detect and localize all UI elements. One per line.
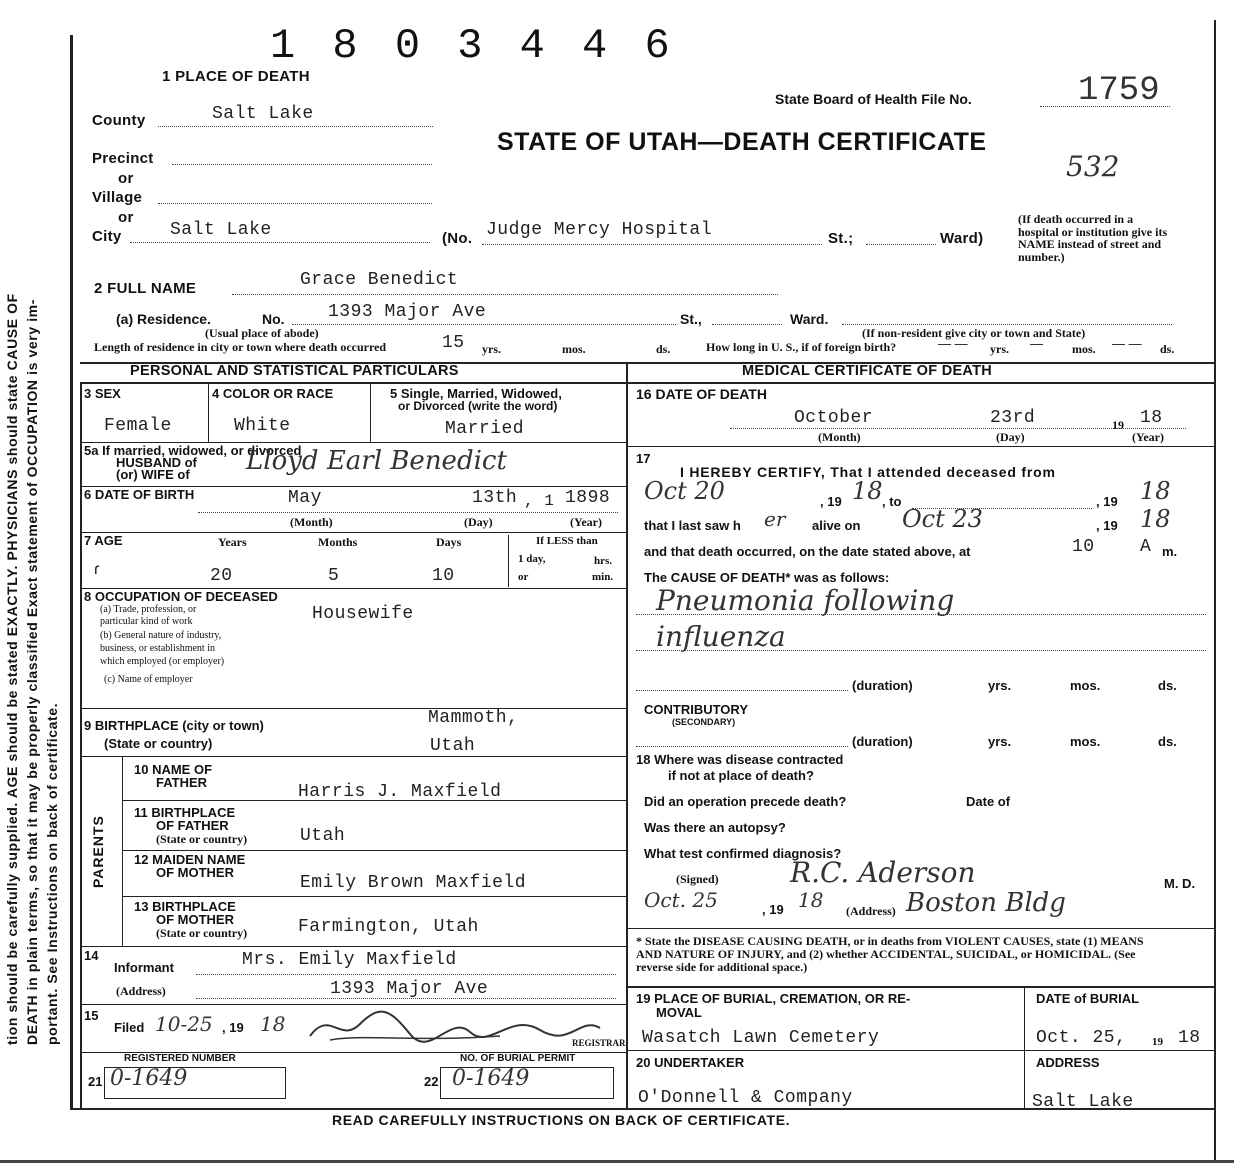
dob-day-caption: (Day)	[464, 515, 493, 529]
registered-number-label: REGISTERED NUMBER	[124, 1053, 236, 1064]
contributory-label: CONTRIBUTORY	[644, 702, 748, 717]
death-hour: 10	[1072, 537, 1095, 557]
spouse-value: Lloyd Earl Benedict	[246, 446, 507, 476]
age-years-label: Years	[218, 535, 247, 549]
street-no-label: (No.	[442, 230, 473, 247]
md-label: M. D.	[1164, 876, 1196, 891]
last-saw-19: , 19	[1096, 518, 1118, 533]
death-occurred-label: and that death occurred, on the date stated above, at	[644, 544, 971, 559]
death-month: October	[794, 408, 874, 428]
certificate-title: STATE OF UTAH—DEATH CERTIFICATE	[497, 128, 987, 156]
father-value: Harris J. Maxfield	[298, 782, 502, 802]
certify-text: I HEREBY CERTIFY, That I attended deceased from	[680, 464, 1056, 480]
us-mos-value: — —	[1112, 336, 1142, 351]
attended-from-19: , 19	[820, 494, 842, 509]
dob-year: 1898	[565, 488, 611, 508]
dob-month-caption: (Month)	[290, 515, 333, 529]
signed-year-prefix: , 19	[762, 902, 784, 917]
signed-label: (Signed)	[676, 872, 719, 886]
birthplace-label: 9 BIRTHPLACE (city or town)	[84, 718, 264, 733]
footer-instructions: READ CAREFULLY INSTRUCTIONS ON BACK OF CERTIFICATE.	[332, 1112, 791, 1128]
non-resident-note: (If non-resident give city or town and State)	[862, 326, 1086, 340]
usual-abode-note: (Usual place of abode)	[205, 326, 319, 340]
filed-year: 18	[260, 1012, 286, 1036]
father-bp-label-1: 11 BIRTHPLACE	[134, 805, 236, 820]
informant-value: Mrs. Emily Maxfield	[242, 950, 457, 970]
mother-label-1: 12 MAIDEN NAME	[134, 852, 246, 867]
attended-to-label: , to	[882, 494, 902, 509]
age-days: 10	[432, 566, 455, 586]
precinct-label: Precinct	[92, 150, 154, 167]
spouse-label-1: 5a If married, widowed, or divorced	[84, 443, 302, 458]
death-year: 18	[1140, 408, 1163, 428]
right-border	[1214, 20, 1216, 1160]
age-or-label: or	[518, 571, 529, 583]
informant-number: 14	[84, 948, 99, 963]
death-meridiem: A	[1140, 537, 1152, 557]
occupation-b3: which employed (or employer)	[100, 656, 225, 667]
registrar-signature	[300, 1004, 610, 1048]
cause-label: The CAUSE OF DEATH* was as follows:	[644, 570, 890, 585]
occupation-value: Housewife	[312, 604, 414, 624]
handwritten-note: 532	[1066, 150, 1120, 183]
residence-st-label: St.,	[680, 311, 702, 327]
certify-number: 17	[636, 451, 651, 466]
burial-date: Oct. 25,	[1036, 1028, 1127, 1048]
permit-no-label: 22	[424, 1074, 439, 1089]
occupation-a1: (a) Trade, profession, or	[100, 604, 197, 615]
hospital-note: (If death occurred in a hospital or institution give its NAME instead of street and number.)	[1018, 212, 1168, 264]
city-label: City	[92, 228, 122, 245]
undertaker-value: O'Donnell & Company	[638, 1088, 853, 1108]
file-no-label: State Board of Health File No.	[775, 91, 972, 107]
personal-section-title: PERSONAL AND STATISTICAL PARTICULARS	[130, 363, 459, 379]
last-saw-label: that I last saw h	[644, 518, 741, 533]
last-saw-date: Oct 23	[902, 505, 983, 533]
signed-date: Oct. 25	[644, 888, 718, 912]
dob-day: 13th	[472, 488, 518, 508]
reg-no-label: 21	[88, 1074, 103, 1089]
physician-signature: R.C. Aderson	[790, 856, 976, 889]
sex-value: Female	[104, 416, 172, 436]
duration-mos-2: mos.	[1070, 734, 1101, 749]
length-yrs-label: yrs.	[482, 342, 501, 356]
informant-address-label: (Address)	[116, 984, 166, 998]
undertaker-label: 20 UNDERTAKER	[636, 1055, 745, 1070]
mother-bp-value: Farmington, Utah	[298, 917, 479, 937]
dob-label: 6 DATE OF BIRTH	[84, 487, 195, 502]
marital-value: Married	[445, 419, 525, 439]
attended-to-19: , 19	[1096, 494, 1118, 509]
marital-label: 5 Single, Married, Widowed,	[390, 386, 562, 401]
burial-place: Wasatch Lawn Cemetery	[642, 1028, 880, 1048]
side-note-line-2: DEATH in plain terms, so that it may be properly classified Exact statement of OCCUPATION is very im-	[24, 299, 40, 1045]
date-of-death-label: 16 DATE OF DEATH	[636, 386, 767, 402]
length-ds-label: ds.	[656, 342, 671, 356]
occupation-a2: particular kind of work	[100, 616, 193, 627]
street-label: St.;	[828, 230, 854, 247]
sex-label: 3 SEX	[84, 386, 121, 401]
how-long-us-label: How long in U. S., if of foreign birth?	[706, 340, 897, 354]
race-value: White	[234, 416, 291, 436]
mother-bp-label-3: (State or country)	[156, 926, 248, 940]
dob-month: May	[288, 488, 322, 508]
burial-place-label-1: 19 PLACE OF BURIAL, CREMATION, OR RE-	[636, 991, 911, 1006]
birthplace-state: Utah	[430, 736, 476, 756]
last-saw-pronoun: er	[764, 507, 786, 531]
scan-edge	[0, 1160, 1234, 1163]
duration-yrs-2: yrs.	[988, 734, 1012, 749]
father-bp-label-3: (State or country)	[156, 832, 248, 846]
cause-line-1: Pneumonia following	[656, 584, 955, 617]
age-label: 7 AGE	[84, 533, 123, 548]
father-bp-label-2: OF FATHER	[156, 818, 229, 833]
county-label: County	[92, 112, 146, 129]
age-min-label: min.	[592, 571, 614, 583]
occupation-c: (c) Name of employer	[104, 674, 193, 685]
filed-number: 15	[84, 1008, 99, 1023]
father-label-2: FATHER	[156, 775, 208, 790]
death-day: 23rd	[990, 408, 1036, 428]
us-ds-label: ds.	[1160, 342, 1175, 356]
or-1: or	[118, 170, 134, 187]
burial-date-label: DATE of BURIAL	[1036, 991, 1140, 1006]
occupation-b2: business, or establishment in	[100, 643, 215, 654]
left-border	[70, 35, 73, 1110]
birthplace-state-label: (State or country)	[104, 736, 213, 751]
father-bp-value: Utah	[300, 826, 346, 846]
dob-year-prefix: , 1	[524, 492, 555, 510]
us-mos-label: mos.	[1072, 342, 1096, 356]
filed-date: 10-25	[155, 1012, 213, 1036]
city-value: Salt Lake	[170, 220, 272, 240]
signed-year: 18	[798, 888, 824, 912]
physician-address: Boston Bldg	[906, 888, 1066, 918]
filed-label: Filed	[114, 1020, 145, 1035]
spouse-label-3: (or) WIFE of	[116, 467, 190, 482]
informant-address: 1393 Major Ave	[330, 979, 489, 999]
age-months-label: Months	[318, 535, 358, 549]
attended-to-year: 18	[1140, 477, 1171, 505]
registrar-label: REGISTRAR	[572, 1038, 626, 1048]
burial-year-prefix: 19	[1152, 1036, 1163, 1048]
undertaker-address-label: ADDRESS	[1036, 1055, 1100, 1070]
center-divider	[626, 364, 628, 1108]
burial-permit-label: NO. OF BURIAL PERMIT	[460, 1053, 576, 1064]
length-years-value: 15	[442, 333, 465, 353]
registered-number: 0-1649	[110, 1066, 188, 1091]
mother-bp-label-2: OF MOTHER	[156, 912, 234, 927]
residence-ward-label: Ward.	[790, 311, 829, 327]
attended-from-year: 18	[852, 477, 883, 505]
age-months: 5	[328, 566, 340, 586]
residence-value: 1393 Major Ave	[328, 302, 487, 322]
where-contracted-label-1: 18 Where was disease contracted	[636, 752, 844, 767]
race-label: 4 COLOR OR RACE	[212, 386, 334, 401]
informant-label: Informant	[114, 960, 174, 975]
length-mos-label: mos.	[562, 342, 586, 356]
ward-label: Ward)	[940, 230, 984, 247]
marital-label-2: or Divorced (write the word)	[398, 399, 558, 413]
county-value: Salt Lake	[212, 104, 314, 124]
filed-year-prefix: , 19	[222, 1020, 244, 1035]
village-label: Village	[92, 189, 143, 206]
age-less-than-label: If LESS than	[536, 535, 598, 547]
physician-address-label: (Address)	[846, 904, 896, 918]
age-days-label: Days	[436, 535, 462, 549]
medical-footnote: * State the DISEASE CAUSING DEATH, or in deaths from VIOLENT CAUSES, state (1) MEANS AND NATURE OF INJURY, and (2) whether ACCIDENTAL, SUICIDAL, or HOMICIDAL. (See reverse side for additional space.)	[636, 934, 1144, 974]
death-m-label: m.	[1162, 544, 1178, 559]
death-month-caption: (Month)	[818, 430, 861, 444]
alive-on-label: alive on	[812, 518, 861, 533]
age-years: 20	[210, 566, 233, 586]
operation-label: Did an operation precede death?	[644, 794, 847, 809]
birthplace-city: Mammoth,	[428, 708, 519, 728]
side-note-line-3: portant. See Instructions on back of certificate.	[44, 702, 60, 1045]
cause-line-2: influenza	[656, 620, 786, 653]
residence-no-label: No.	[262, 311, 285, 327]
burial-permit-number: 0-1649	[452, 1066, 530, 1091]
hospital-value: Judge Mercy Hospital	[486, 220, 713, 240]
duration-ds-1: ds.	[1158, 678, 1177, 693]
duration-label-2: (duration)	[852, 734, 913, 749]
mother-label-2: OF MOTHER	[156, 865, 234, 880]
mother-bp-label-1: 13 BIRTHPLACE	[134, 899, 236, 914]
secondary-label: (SECONDARY)	[672, 717, 736, 727]
or-2: or	[118, 209, 134, 226]
age-margin-mark: ɾ	[94, 561, 100, 578]
duration-yrs-1: yrs.	[988, 678, 1012, 693]
where-contracted-label-2: if not at place of death?	[668, 768, 814, 783]
diagnosis-label: What test confirmed diagnosis?	[644, 846, 842, 861]
residence-label: (a) Residence.	[116, 311, 211, 327]
stamp-number: 1 8 0 3 4 4 6	[270, 22, 676, 70]
spouse-label-2: HUSBAND of	[116, 455, 197, 470]
mother-value: Emily Brown Maxfield	[300, 873, 527, 893]
medical-section-title: MEDICAL CERTIFICATE OF DEATH	[742, 363, 993, 379]
us-yrs-value: —	[1030, 336, 1043, 351]
length-of-residence-label: Length of residence in city or town where death occurred	[94, 340, 387, 354]
attended-from: Oct 20	[644, 477, 725, 505]
age-hrs-label: hrs.	[594, 555, 613, 567]
us-yrs-label: yrs.	[990, 342, 1009, 356]
duration-ds-2: ds.	[1158, 734, 1177, 749]
burial-place-label-2: MOVAL	[656, 1005, 702, 1020]
death-day-caption: (Day)	[996, 430, 1025, 444]
parents-label: PARENTS	[90, 815, 106, 888]
undertaker-address: Salt Lake	[1032, 1092, 1134, 1112]
full-name-label: 2 FULL NAME	[94, 280, 197, 297]
occupation-b1: (b) General nature of industry,	[100, 630, 222, 641]
how-long-value: — —	[938, 336, 968, 351]
place-of-death-label: 1 PLACE OF DEATH	[162, 68, 310, 85]
death-year-caption: (Year)	[1132, 430, 1164, 444]
age-one-day-label: 1 day,	[518, 553, 546, 565]
side-note-line-1: tion should be carefully supplied. AGE should be stated EXACTLY. PHYSICIANS should state CAUSE OF	[4, 293, 20, 1045]
duration-mos-1: mos.	[1070, 678, 1101, 693]
autopsy-label: Was there an autopsy?	[644, 820, 786, 835]
full-name-value: Grace Benedict	[300, 270, 459, 290]
duration-label-1: (duration)	[852, 678, 913, 693]
burial-year: 18	[1178, 1028, 1201, 1048]
last-saw-year: 18	[1140, 505, 1171, 533]
death-year-prefix: 19	[1112, 418, 1124, 432]
operation-date-label: Date of	[966, 794, 1011, 809]
file-number: 1759	[1078, 72, 1160, 110]
dob-year-caption: (Year)	[570, 515, 602, 529]
father-label-1: 10 NAME OF	[134, 762, 213, 777]
occupation-label: 8 OCCUPATION OF DECEASED	[84, 589, 278, 604]
